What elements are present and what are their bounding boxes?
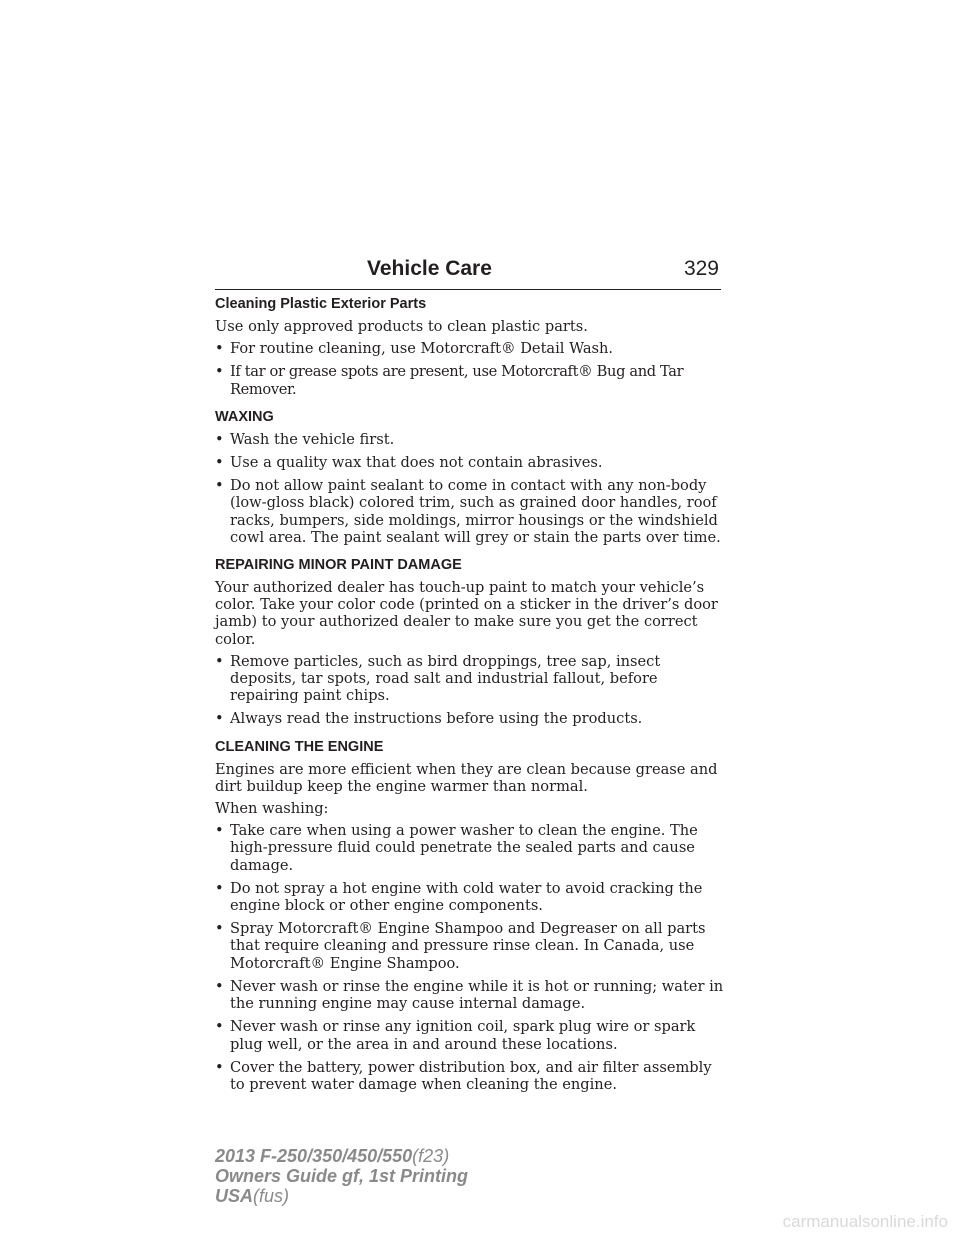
footer-line-1 [215,1146,468,1166]
list-item: • Never wash or rinse any ignition coil, spark plug wire or spark plug well, or the area in and around these locations. [215,1018,725,1052]
market-label: USA [215,1186,254,1206]
market-code: (fus) [253,1186,290,1206]
page-number: 329 [683,257,719,280]
list-item: • Remove particles, such as bird droppings, tree sap, insect deposits, tar spots, road salt and industrial fallout, before repairing paint chips. [215,653,725,705]
paint-heading: REPAIRING MINOR PAINT DAMAGE [215,557,462,574]
waxing-heading: WAXING [215,408,274,425]
paint-list [215,653,725,728]
page-header [215,253,721,290]
print-footer [215,1146,468,1206]
list-item: • For routine cleaning, use Motorcraft® Detail Wash. [215,340,725,357]
list-item: • Wash the vehicle first. [215,431,725,448]
plastic-intro: Use only approved products to clean plastic parts. [215,318,588,335]
list-item: • Spray Motorcraft® Engine Shampoo and Degreaser on all parts that require cleaning and pressure rinse clean. In Canada, use Motorcraft® Engine Shampoo. [215,920,725,972]
plastic-list [215,340,725,398]
model-code: (f23) [412,1146,450,1166]
waxing-list [215,431,725,546]
model-label: 2013 F-250/350/450/550 [215,1146,413,1166]
footer-line-3 [215,1186,468,1206]
footer-line-2: Owners Guide gf, 1st Printing [215,1166,469,1186]
list-item: • Do not spray a hot engine with cold water to avoid cracking the engine block or other engine components. [215,880,725,914]
paint-intro: Your authorized dealer has touch-up paint to match your vehicle’s color. Take your color code (printed on a sticker in the driver’s door jamb) to your authorized dealer to make sure you get the correct color. [215,579,718,648]
plastic-heading: Cleaning Plastic Exterior Parts [215,296,427,312]
engine-heading: CLEANING THE ENGINE [215,738,384,755]
engine-list [215,822,725,1093]
list-item: • Cover the battery, power distribution box, and air filter assembly to prevent water damage when cleaning the engine. [215,1059,725,1093]
page-content [215,296,725,1104]
list-item: • Do not allow paint sealant to come in contact with any non-body (low-gloss black) colored trim, such as grained door handles, roof racks, bumpers, side moldings, mirror housings or the windshield cowl area. The paint sealant will grey or stain the parts over time. [215,477,725,546]
engine-intro: Engines are more efficient when they are clean because grease and dirt buildup keep the engine warmer than normal. [215,760,718,795]
list-item: • Always read the instructions before using the products. [215,710,725,727]
engine-lead: When washing: [215,800,329,818]
chapter-title: Vehicle Care [367,257,492,280]
list-item: • If tar or grease spots are present, use Motorcraft® Bug and Tar Remover. [215,363,725,397]
list-item: • Take care when using a power washer to clean the engine. The high-pressure fluid could penetrate the sealed parts and cause damage. [215,822,725,874]
list-item: • Never wash or rinse the engine while it is hot or running; water in the running engine may cause internal damage. [215,978,725,1012]
watermark: carmanualsonline.info [782,1212,948,1231]
list-item: • Use a quality wax that does not contain abrasives. [215,454,725,471]
